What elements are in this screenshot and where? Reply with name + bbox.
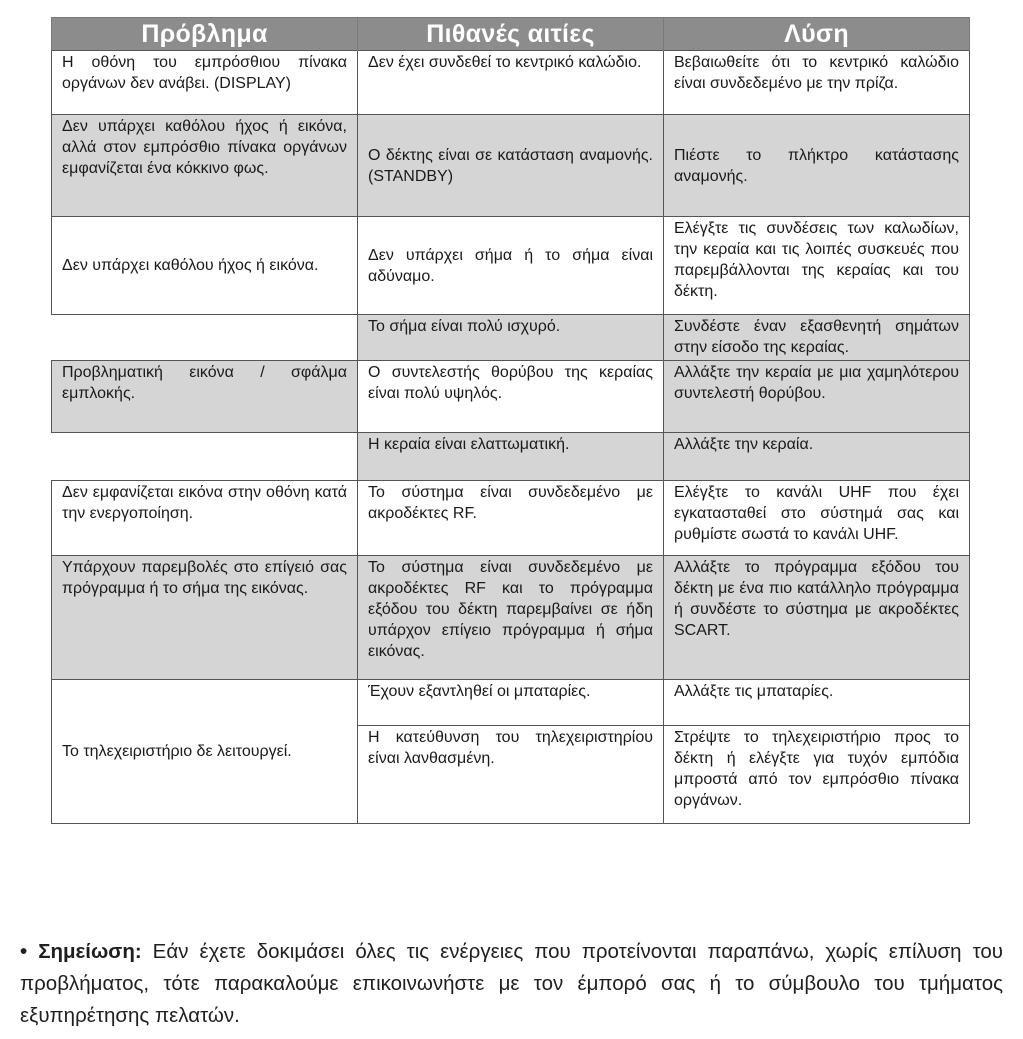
table-header-row — [52, 18, 970, 51]
solution-cell: Ελέγξτε το κανάλι UHF που έχει εγκατασταθεί στο σύστημά σας και ρυθμίστε σωστά το κανάλι UHF. — [664, 481, 970, 556]
cause-cell: Το σήμα είναι πολύ ισχυρό. — [358, 315, 664, 361]
problem-cell: Υπάρχουν παρεμβολές στο επίγειό σας πρόγραμμα ή το σήμα της εικόνας. — [52, 556, 358, 680]
cause-cell: Ο συντελεστής θορύβου της κεραίας είναι πολύ υψηλός. — [358, 361, 664, 433]
table-row — [52, 556, 970, 680]
cause-cell: Η κεραία είναι ελαττωματική. — [358, 433, 664, 481]
table-row — [52, 51, 970, 115]
problem-cell: Δεν υπάρχει καθόλου ήχος ή εικόνα. — [52, 217, 358, 315]
header-solution: Λύση — [664, 18, 970, 51]
table-row — [52, 315, 970, 361]
table-row — [52, 481, 970, 556]
cause-cell: Ο δέκτης είναι σε κατάσταση αναμονής. (STANDBY) — [358, 115, 664, 217]
problem-cell: Δεν εμφανίζεται εικόνα στην οθόνη κατά την ενεργοποίηση. — [52, 481, 358, 556]
problem-cell-empty — [52, 433, 358, 481]
table-row — [52, 433, 970, 481]
note-text: Εάν έχετε δοκιμάσει όλες τις ενέργειες που προτείνονται παραπάνω, χωρίς επίλυση του προβλήματος, τότε παρακαλούμε επικοινωνήστε με τον έμπορό σας ή το σύμβουλο του τμήματος εξυπηρέτησης πελατών. — [20, 940, 1003, 1027]
solution-cell: Αλλάξτε την κεραία με μια χαμηλότερου συντελεστή θορύβου. — [664, 361, 970, 433]
cause-cell: Το σύστημα είναι συνδεδεμένο με ακροδέκτες RF και το πρόγραμμα εξόδου του δέκτη παρεμβαίνει σε ήδη υπάρχον επίγειο πρόγραμμα ή σήμα εικόνας. — [358, 556, 664, 680]
cause-cell: Έχουν εξαντληθεί οι μπαταρίες. — [358, 680, 664, 726]
header-causes: Πιθανές αιτίες — [358, 18, 664, 51]
problem-cell: Η οθόνη του εμπρόσθιου πίνακα οργάνων δεν ανάβει. (DISPLAY) — [52, 51, 358, 115]
table-row — [52, 680, 970, 726]
solution-cell: Στρέψτε το τηλεχειριστήριο προς το δέκτη ή ελέγξτε για τυχόν εμπόδια μπροστά από τον εμπρόσθιο πίνακα οργάνων. — [664, 726, 970, 824]
table-row — [52, 115, 970, 217]
solution-cell: Αλλάξτε την κεραία. — [664, 433, 970, 481]
problem-cell: Προβληματική εικόνα / σφάλμα εμπλοκής. — [52, 361, 358, 433]
note-bullet: • — [20, 940, 28, 963]
cause-cell: Δεν υπάρχει σήμα ή το σήμα είναι αδύναμο. — [358, 217, 664, 315]
problem-cell: Το τηλεχειριστήριο δε λειτουργεί. — [52, 680, 358, 824]
troubleshooting-table — [51, 17, 970, 824]
table-row — [52, 361, 970, 433]
cause-cell: Η κατεύθυνση του τηλεχειριστηρίου είναι λανθασμένη. — [358, 726, 664, 824]
solution-cell: Συνδέστε έναν εξασθενητή σημάτων στην είσοδο της κεραίας. — [664, 315, 970, 361]
solution-cell: Πιέστε το πλήκτρο κατάστασης αναμονής. — [664, 115, 970, 217]
table-row — [52, 217, 970, 315]
header-problem: Πρόβλημα — [52, 18, 358, 51]
cause-cell: Το σύστημα είναι συνδεδεμένο με ακροδέκτες RF. — [358, 481, 664, 556]
solution-cell: Αλλάξτε το πρόγραμμα εξόδου του δέκτη με ένα πιο κατάλληλο πρόγραμμα ή συνδέστε το σύστημα με ακροδέκτες SCART. — [664, 556, 970, 680]
solution-cell: Ελέγξτε τις συνδέσεις των καλωδίων, την κεραία και τις λοιπές συσκευές που παρεμβάλλονται της κεραίας και του δέκτη. — [664, 217, 970, 315]
solution-cell: Βεβαιωθείτε ότι το κεντρικό καλώδιο είναι συνδεδεμένο με την πρίζα. — [664, 51, 970, 115]
note-label: Σημείωση: — [38, 940, 142, 963]
problem-cell-empty — [52, 315, 358, 361]
note-paragraph — [20, 936, 1003, 1032]
cause-cell: Δεν έχει συνδεθεί το κεντρικό καλώδιο. — [358, 51, 664, 115]
solution-cell: Αλλάξτε τις μπαταρίες. — [664, 680, 970, 726]
problem-cell: Δεν υπάρχει καθόλου ήχος ή εικόνα, αλλά στον εμπρόσθιο πίνακα οργάνων εμφανίζεται ένα κόκκινο φως. — [52, 115, 358, 217]
